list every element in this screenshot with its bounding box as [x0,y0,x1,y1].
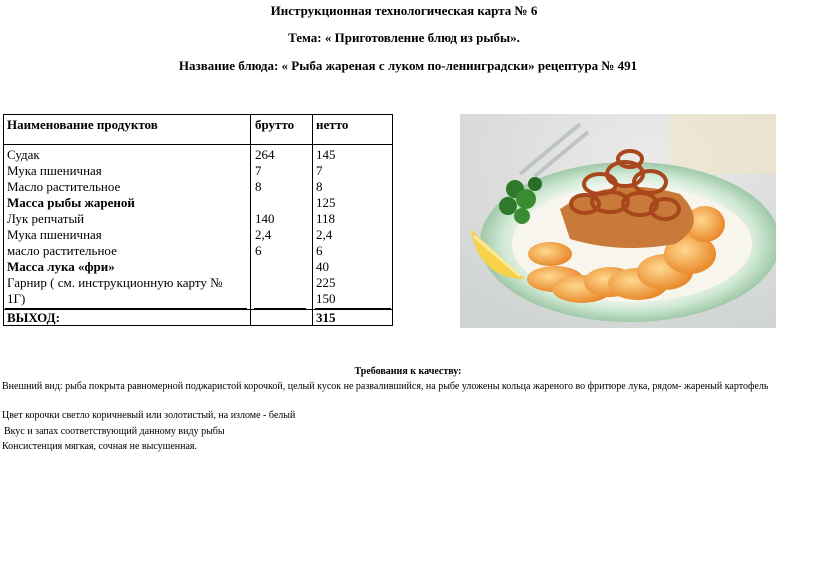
table-row-netto: 6 [316,243,323,258]
underline [315,308,391,309]
column-header-product: Наименование продуктов [7,117,158,132]
column-header-brutto: брутто [255,117,295,132]
table-row-name: масло растительное [7,243,117,258]
dish-title: Название блюда: « Рыба жареная с луком по-ленинградски» рецептура № 491 [178,58,638,73]
table-row-brutto: 7 [255,163,262,178]
requirement-taste: Вкус и запах соответствующий данному виду рыбы [4,426,225,437]
table-row-brutto: 264 [255,147,275,162]
underline [254,308,306,309]
table-row-netto: 40 [316,259,329,274]
table-row-name: 1Г) [7,291,26,306]
output-label: ВЫХОД: [7,310,60,325]
table-row-netto: 2,4 [316,227,333,242]
table-row-netto: 225 [316,275,336,290]
column-divider [312,115,313,325]
table-row-name: Лук репчатый [7,211,85,226]
table-row-netto: 150 [316,291,336,306]
underline [5,308,247,309]
table-row-name: Масса лука «фри» [7,259,115,274]
table-row-brutto: 140 [255,211,275,226]
column-divider [250,115,251,325]
header-divider [4,144,392,145]
glass-highlight [670,114,776,174]
table-row-name: Гарнир ( см. инструкционную карту № [7,275,223,290]
table-row-brutto: 6 [255,243,262,258]
table-row-netto: 7 [316,163,323,178]
topic-title: Тема: « Приготовление блюд из рыбы». [288,30,520,45]
table-row-name: Масло растительное [7,179,121,194]
table-row-brutto: 2,4 [255,227,272,242]
requirement-color: Цвет корочки светло коричневый или золотистый, на изломе - белый [2,410,296,421]
table-row-netto: 118 [316,211,336,226]
requirement-consistency: Консистенция мягкая, сочная не высушенная. [2,441,198,452]
requirement-appearance: Внешний вид: рыба покрыта равномерной поджаристой корочкой, целый кусок не развалившийся, на рыбе уложены кольца жареного во фритюре лука, рядом- жареный картофель [2,381,769,392]
requirements-title: Требования к качеству: [354,366,462,377]
output-value: 315 [316,310,336,325]
table-row-netto: 145 [316,147,336,162]
table-row-brutto: 8 [255,179,262,194]
table-row-name: Мука пшеничная [7,163,102,178]
card-title: Инструкционная технологическая карта № 6 [270,3,538,18]
column-header-netto: нетто [316,117,349,132]
recipe-table [3,114,393,326]
table-row-name: Мука пшеничная [7,227,102,242]
table-row-netto: 8 [316,179,323,194]
table-row-name: Судак [7,147,40,162]
table-row-name: Масса рыбы жареной [7,195,135,210]
table-row-netto: 125 [316,195,336,210]
dish-photo [460,114,776,328]
